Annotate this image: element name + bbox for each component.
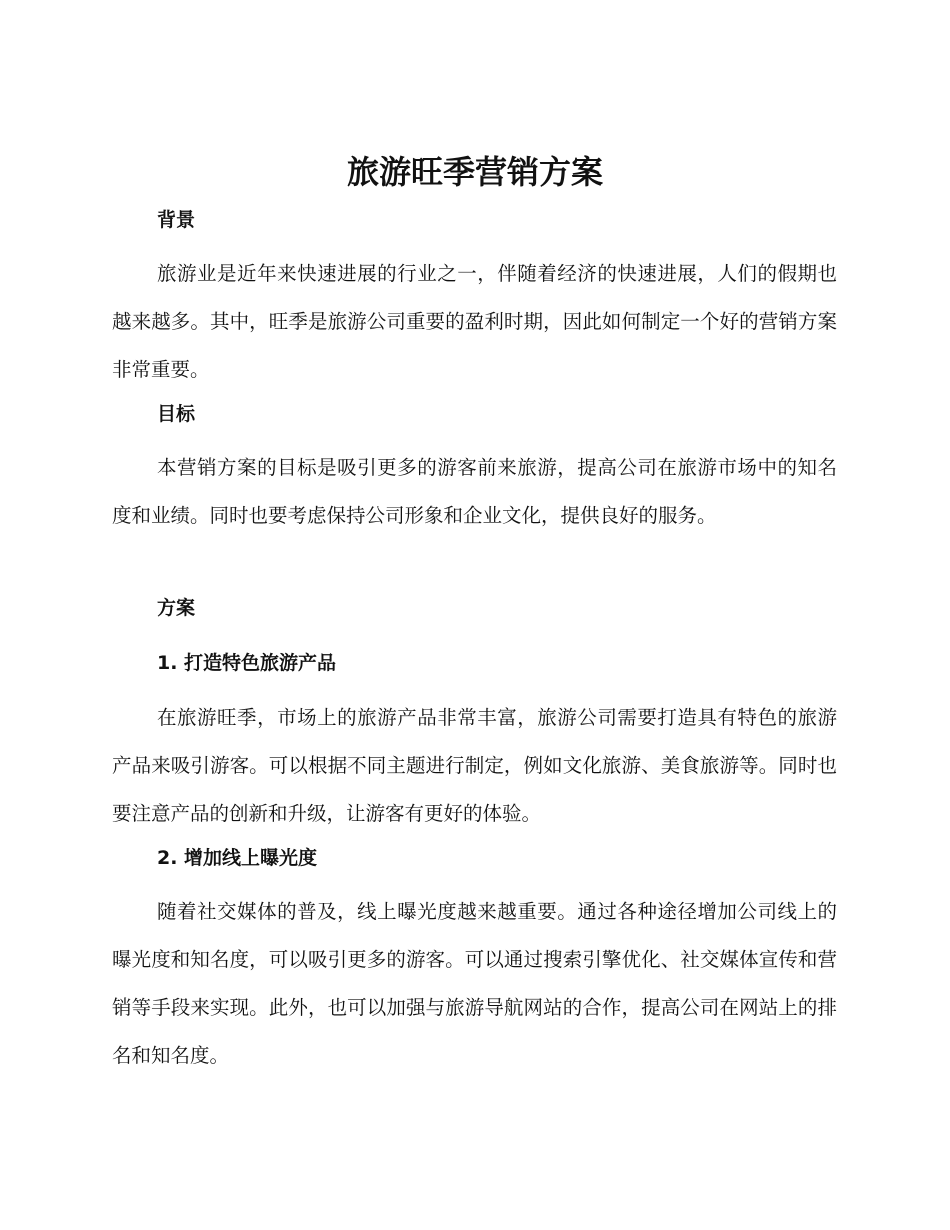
section-heading-background: 背景 [157, 209, 196, 231]
section-heading-plan: 方案 [157, 597, 196, 619]
document-title: 旅游旺季营销方案 [346, 153, 603, 191]
section-heading-online-exposure: 2. 增加线上曝光度 [157, 847, 318, 869]
section-heading-goal: 目标 [157, 403, 196, 425]
section-paragraph-online-exposure: 随着社交媒体的普及，线上曝光度越来越重要。通过各种途径增加公司线上的曝光度和知名度，可以吸引更多的游客。可以通过搜索引擎优化、社交媒体宣传和营销等手段来实现。此外，也可以加强与旅游导航网站的合作，提高公司在网站上的排名和知名度。 [112, 900, 837, 1067]
section-heading-featured-products: 1. 打造特色旅游产品 [157, 652, 337, 674]
section-paragraph-background: 旅游业是近年来快速进展的行业之一，伴随着经济的快速进展，人们的假期也越来越多。其中，旺季是旅游公司重要的盈利时期，因此如何制定一个好的营销方案非常重要。 [112, 262, 837, 381]
section-paragraph-featured-products: 在旅游旺季，市场上的旅游产品非常丰富，旅游公司需要打造具有特色的旅游产品来吸引游客。可以根据不同主题进行制定，例如文化旅游、美食旅游等。同时也要注意产品的创新和升级，让游客有更好的体验。 [112, 706, 837, 825]
section-paragraph-goal: 本营销方案的目标是吸引更多的游客前来旅游，提高公司在旅游市场中的知名度和业绩。同时也要考虑保持公司形象和企业文化，提供良好的服务。 [112, 456, 837, 527]
